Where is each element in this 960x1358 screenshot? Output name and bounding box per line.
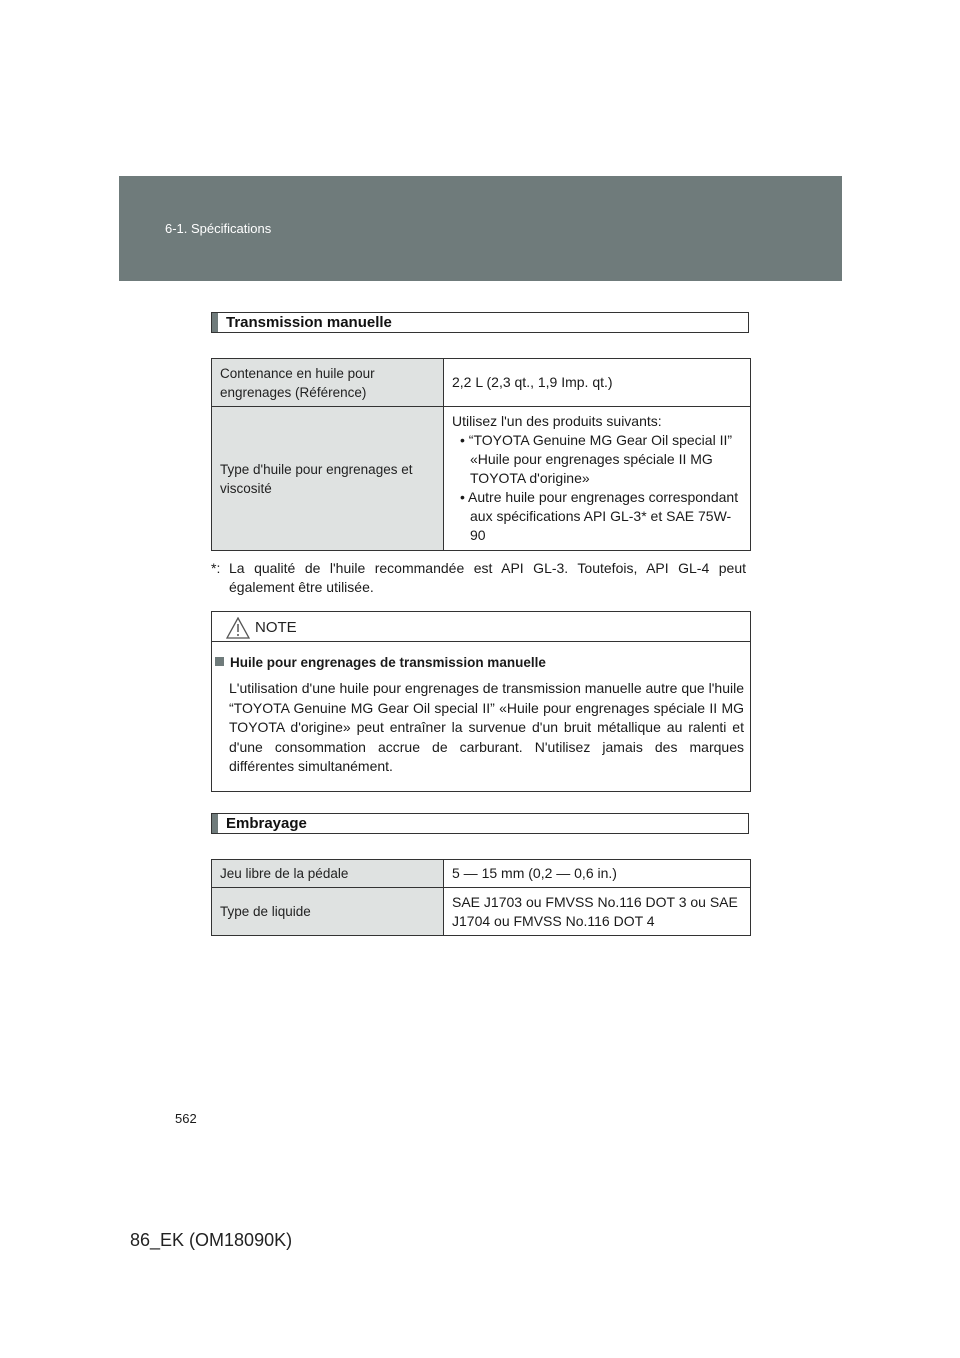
row-label: Contenance en huile pour engrenages (Référence)	[212, 359, 444, 407]
row-label: Jeu libre de la pédale	[212, 860, 444, 888]
header-band	[119, 176, 842, 281]
list-item: • Autre huile pour engrenages correspondant aux spécifications API GL-3* et SAE 75W-90	[460, 489, 739, 543]
clutch-table	[211, 859, 751, 936]
row-label: Type de liquide	[212, 888, 444, 936]
square-bullet-icon	[215, 657, 224, 666]
note-header	[212, 612, 750, 642]
footnote-mark: *:	[211, 560, 221, 576]
footnote	[211, 559, 746, 597]
note-title: NOTE	[255, 619, 297, 636]
page-number: 562	[175, 1111, 197, 1126]
row-value: SAE J1703 ou FMVSS No.116 DOT 3 ou SAE J1704 ou FMVSS No.116 DOT 4	[444, 888, 751, 936]
heading-text: Embrayage	[226, 815, 307, 832]
note-box	[211, 611, 751, 792]
footnote-text: La qualité de l'huile recommandée est API GL-3. Toutefois, API GL-4 peut également être utilisée.	[229, 560, 746, 595]
table-row	[212, 359, 751, 407]
note-subtitle-text: Huile pour engrenages de transmission manuelle	[230, 655, 546, 670]
manual-transmission-heading	[211, 312, 749, 333]
table-row	[212, 860, 751, 888]
table-row	[212, 888, 751, 936]
note-body: L'utilisation d'une huile pour engrenages de transmission manuelle autre que l'huile “TOYOTA Genuine MG Gear Oil special II” «Huile pour engrenages spéciale II MG TOYOTA d'origine» peut entraîner la survenue d'un bruit métallique au ralenti et d'une consommation accrue de carburant. N'utilisez jamais des marques différentes simultanément.	[229, 680, 744, 774]
heading-accent	[212, 814, 218, 833]
row-value: 5 — 15 mm (0,2 — 0,6 in.)	[444, 860, 751, 888]
row-label: Type d'huile pour engrenages et viscosité	[212, 407, 444, 551]
manual-transmission-table	[211, 358, 751, 551]
warning-triangle-icon	[226, 617, 250, 639]
clutch-heading	[211, 813, 749, 834]
row-value	[444, 407, 751, 551]
heading-accent	[212, 313, 218, 332]
value-intro: Utilisez l'un des produits suivants:	[452, 413, 662, 429]
note-subtitle	[215, 655, 546, 670]
table-row	[212, 407, 751, 551]
document-code: 86_EK (OM18090K)	[130, 1230, 293, 1250]
list-item: • “TOYOTA Genuine MG Gear Oil special II” «Huile pour engrenages spéciale II MG TOYOTA d'origine»	[460, 432, 733, 486]
section-label: 6-1. Spécifications	[165, 221, 272, 236]
heading-text: Transmission manuelle	[226, 314, 392, 331]
row-value: 2,2 L (2,3 qt., 1,9 Imp. qt.)	[444, 359, 751, 407]
